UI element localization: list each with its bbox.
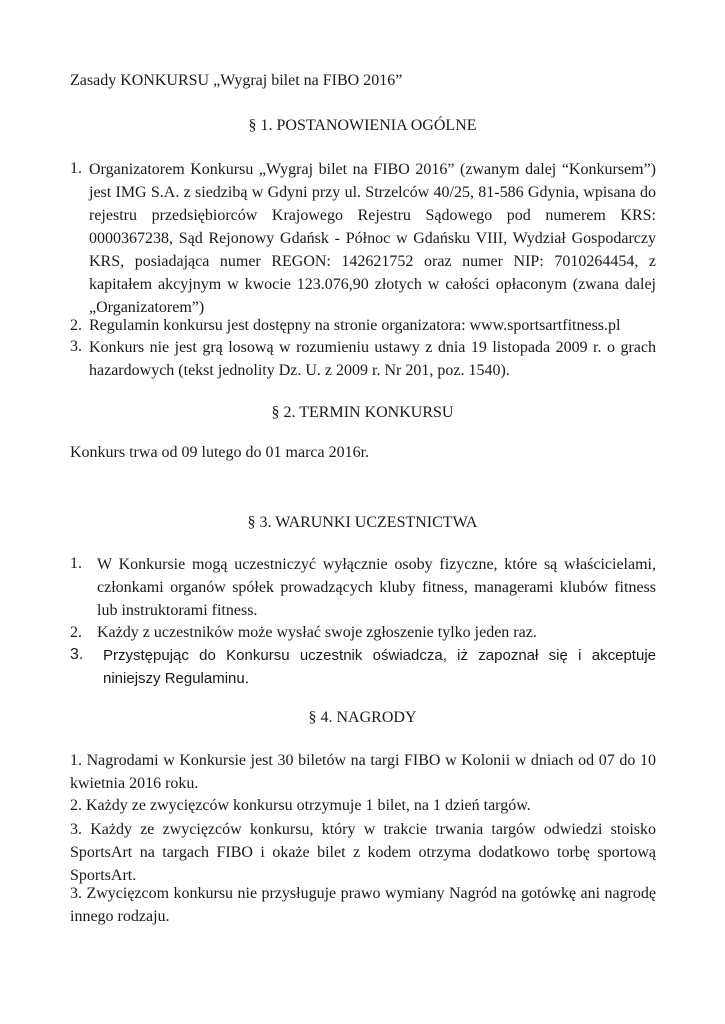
s1-item-1-number: 1.: [70, 160, 82, 177]
s1-item-3-text: Konkurs nie jest grą losową w rozumieniu ustawy z dnia 19 listopada 2009 r. o grach hazardowych (tekst jednolity Dz. U. z 2009 r. Nr 201, poz. 1540).: [89, 339, 656, 379]
s4-paragraph-1: 1. Nagrodami w Konkursie jest 30 biletów na targi FIBO w Kolonii w dniach od 07 do 10 kwietnia 2016 roku.: [70, 752, 656, 792]
s3-item-1-text: W Konkursie mogą uczestniczyć wyłącznie osoby fizyczne, które są właścicielami, członkami organów spółek prowadzących kluby fitness, managerami klubów fitness lub instruktorami fitness.: [97, 556, 656, 619]
section-3-heading: § 3. WARUNKI UCZESTNICTWA: [247, 514, 478, 531]
section-1-heading: § 1. POSTANOWIENIA OGÓLNE: [248, 117, 477, 134]
section-2-text: Konkurs trwa od 09 lutego do 01 marca 2016r.: [70, 444, 370, 461]
section-4-heading: § 4. NAGRODY: [308, 709, 417, 726]
s1-item-3-number: 3.: [70, 338, 82, 355]
s4-paragraph-2: 2. Każdy ze zwycięzców konkursu otrzymuje 1 bilet, na 1 dzień targów.: [70, 797, 531, 814]
s1-item-1-text: Organizatorem Konkursu „Wygraj bilet na FIBO 2016” (zwanym dalej “Konkursem”) jest IMG S.A. z siedzibą w Gdyni przy ul. Strzelców 40/25, 81-586 Gdynia, wpisana do rejestru przedsiębiorców Krajowego Rejestru Sądowego pod numerem KRS: 0000367238, Sąd Rejonowy Gdańsk - Północ w Gdańsku VIII, Wydział Gospodarczy KRS, posiadająca numer REGON: 142621752 oraz numer NIP: 7010264454, z kapitałem akcyjnym w kwocie 123.076,90 złotych w całości opłaconym (zwana dalej „Organizatorem”): [89, 161, 656, 316]
s4-paragraph-3: 3. Każdy ze zwycięzców konkursu, który w trakcie trwania targów odwiedzi stoisko SportsArt na targach FIBO i okaże bilet z kodem otrzyma dodatkowo torbę sportową SportsArt.: [70, 821, 656, 884]
s3-item-3-number: 3.: [70, 646, 84, 663]
s1-item-2-number: 2.: [70, 317, 82, 334]
document-title: Zasady KONKURSU „Wygraj bilet na FIBO 2016”: [70, 72, 403, 89]
s3-item-1-number: 1.: [70, 555, 82, 572]
section-2-heading: § 2. TERMIN KONKURSU: [271, 404, 454, 421]
s3-item-3-text: Przystępując do Konkursu uczestnik oświadcza, iż zapoznał się i akceptuje niniejszy Regulaminu.: [103, 647, 656, 687]
s1-item-2-text: Regulamin konkursu jest dostępny na stronie organizatora: www.sportsartfitness.pl: [89, 317, 621, 334]
s3-item-2-text: Każdy z uczestników może wysłać swoje zgłoszenie tylko jeden raz.: [97, 624, 537, 641]
s3-item-2-number: 2.: [70, 624, 82, 641]
s4-paragraph-4: 3. Zwycięzcom konkursu nie przysługuje prawo wymiany Nagród na gotówkę ani nagrodę innego rodzaju.: [70, 885, 656, 925]
